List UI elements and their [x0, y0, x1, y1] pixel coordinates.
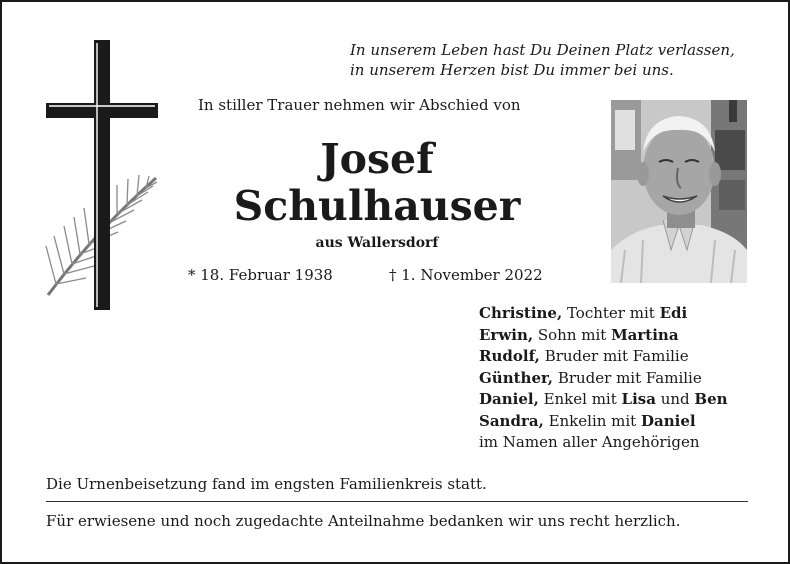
mourner-name: Rudolf, [479, 347, 540, 365]
mourner-line [479, 346, 779, 368]
mourner-name: Günther, [479, 368, 554, 387]
mourner-line [479, 411, 779, 433]
mourner-line [479, 432, 779, 454]
mourner-line [479, 303, 779, 325]
mourner-relation: Tochter mit [562, 304, 660, 322]
death-date: † 1. November 2022 [389, 266, 543, 284]
mourner-relation: Bruder mit Familie [539, 347, 689, 365]
mourner-relation: Enkel mit [538, 390, 622, 408]
birth-date: * 18. Februar 1938 [188, 266, 333, 284]
mourner-name: Martina [611, 325, 679, 344]
memorial-quote [350, 40, 770, 80]
divider [46, 501, 748, 502]
first-name: Josef [320, 135, 434, 183]
mourner-line [479, 368, 779, 390]
intro-text: In stiller Trauer nehmen wir Abschied von [198, 96, 521, 114]
mourner-relation: Sohn mit [533, 325, 612, 344]
origin-text: aus Wallersdorf [315, 235, 439, 251]
mourner-name: Daniel [640, 411, 696, 430]
portrait-photo [611, 100, 747, 283]
mourner-line [479, 389, 779, 411]
mourner-name: Daniel, [479, 390, 539, 408]
mourner-name: Ben [694, 390, 728, 408]
mourner-relation: im Namen aller Angehörigen [479, 433, 700, 451]
mourner-name: Christine, [479, 304, 563, 322]
mourner-relation: und [655, 390, 695, 408]
mourner-line [479, 325, 779, 347]
mourner-name: Sandra, [479, 411, 544, 430]
cross-icon [42, 40, 166, 312]
quote-line-1: In unserem Leben hast Du Deinen Platz verlassen, [350, 41, 735, 59]
deceased-name [182, 136, 572, 230]
mourner-name: Lisa [621, 390, 656, 408]
mourner-name: Edi [659, 304, 688, 322]
mourner-relation: Bruder mit Familie [553, 368, 702, 387]
thanks-note: Für erwiesene und noch zugedachte Anteilnahme bedanken wir uns recht herzlich. [46, 512, 681, 530]
mourner-name: Erwin, [479, 325, 534, 344]
last-name: Schulhauser [233, 182, 521, 230]
burial-note: Die Urnenbeisetzung fand im engsten Familienkreis statt. [46, 475, 487, 493]
quote-line-2: in unserem Herzen bist Du immer bei uns. [350, 61, 674, 79]
mourner-relation: Enkelin mit [543, 411, 641, 430]
mourners-list [479, 303, 779, 454]
